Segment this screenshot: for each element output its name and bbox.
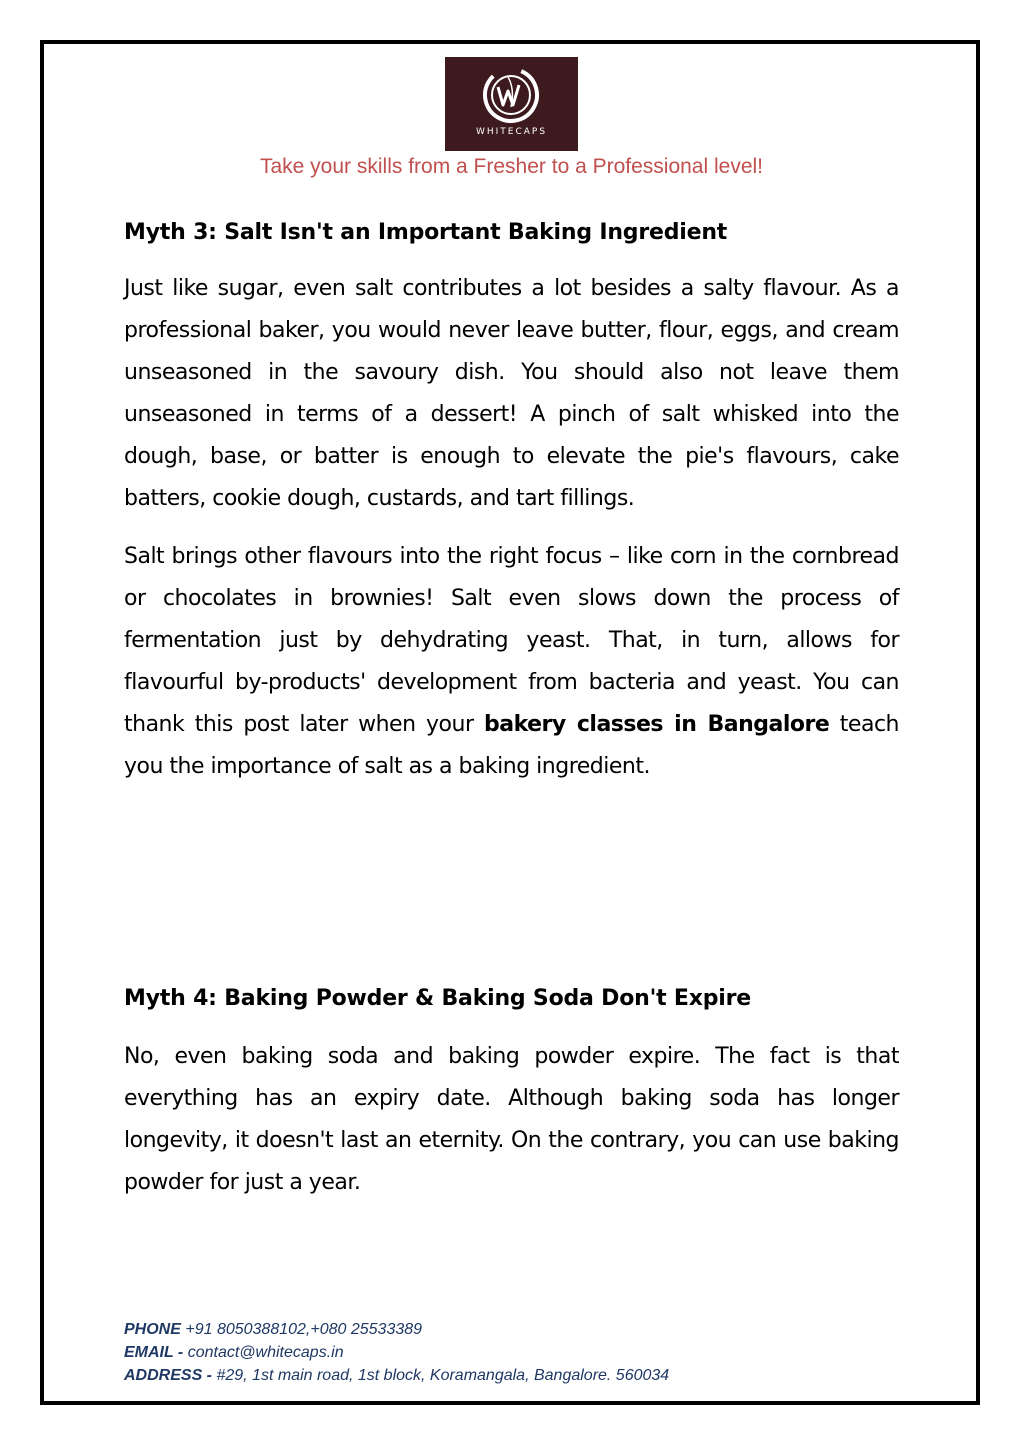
- myth3-paragraph-1: Just like sugar, even salt contributes a lot besides a salty flavour. As a professional baker, you would never leave butter, flour, eggs, and cream unseasoned in the savoury dish. You should also not leave them unseasoned in terms of a dessert! A pinch of salt whisked into the dough, base, or batter is enough to elevate the pie's flavours, cake batters, cookie dough, custards, and tart fillings.: [124, 276, 899, 511]
- address-value: #29, 1st main road, 1st block, Koramangala, Bangalore. 560034: [212, 1367, 670, 1384]
- footer-address: [124, 1364, 884, 1387]
- logo-text: WHITECAPS: [475, 127, 548, 137]
- tagline: Take your skills from a Fresher to a Professional level!: [259, 155, 764, 178]
- myth3-paragraph-2-tail: teach you the importance of salt as a baking ingredient.: [124, 712, 899, 779]
- myth3-section: [124, 218, 899, 788]
- myth4-section: [124, 984, 899, 1204]
- email-label: EMAIL -: [124, 1344, 184, 1361]
- myth4-heading: Myth 4: Baking Powder & Baking Soda Don't Expire: [124, 986, 751, 1011]
- myth3-heading: Myth 3: Salt Isn't an Important Baking Ingredient: [124, 220, 728, 245]
- address-label: ADDRESS -: [124, 1367, 213, 1384]
- contact-footer: [124, 1318, 884, 1387]
- footer-phone: [124, 1318, 884, 1341]
- phone-label: PHONE: [124, 1321, 181, 1338]
- myth4-paragraph-1: No, even baking soda and baking powder expire. The fact is that everything has an expiry date. Although baking soda has longer longevity, it doesn't last an eternity. On the contrary, you can use baking powder for just a year.: [124, 1044, 899, 1195]
- myth3-paragraph-2-text: Salt brings other flavours into the right focus – like corn in the cornbread or chocolates in brownies! Salt even slows down the process of fermentation just by dehydrating yeast. That, in turn, allows for flavourful by-products' development from bacteria and yeast. You can thank this post later when your: [124, 544, 899, 737]
- bakery-classes-link-text: bakery classes in Bangalore: [483, 712, 830, 737]
- myth3-paragraph-2: [124, 536, 899, 788]
- footer-email: [124, 1341, 884, 1364]
- whitecaps-logo: [445, 57, 578, 151]
- phone-value: +91 8050388102,+080 25533389: [180, 1321, 423, 1338]
- email-value: contact@whitecaps.in: [183, 1344, 344, 1361]
